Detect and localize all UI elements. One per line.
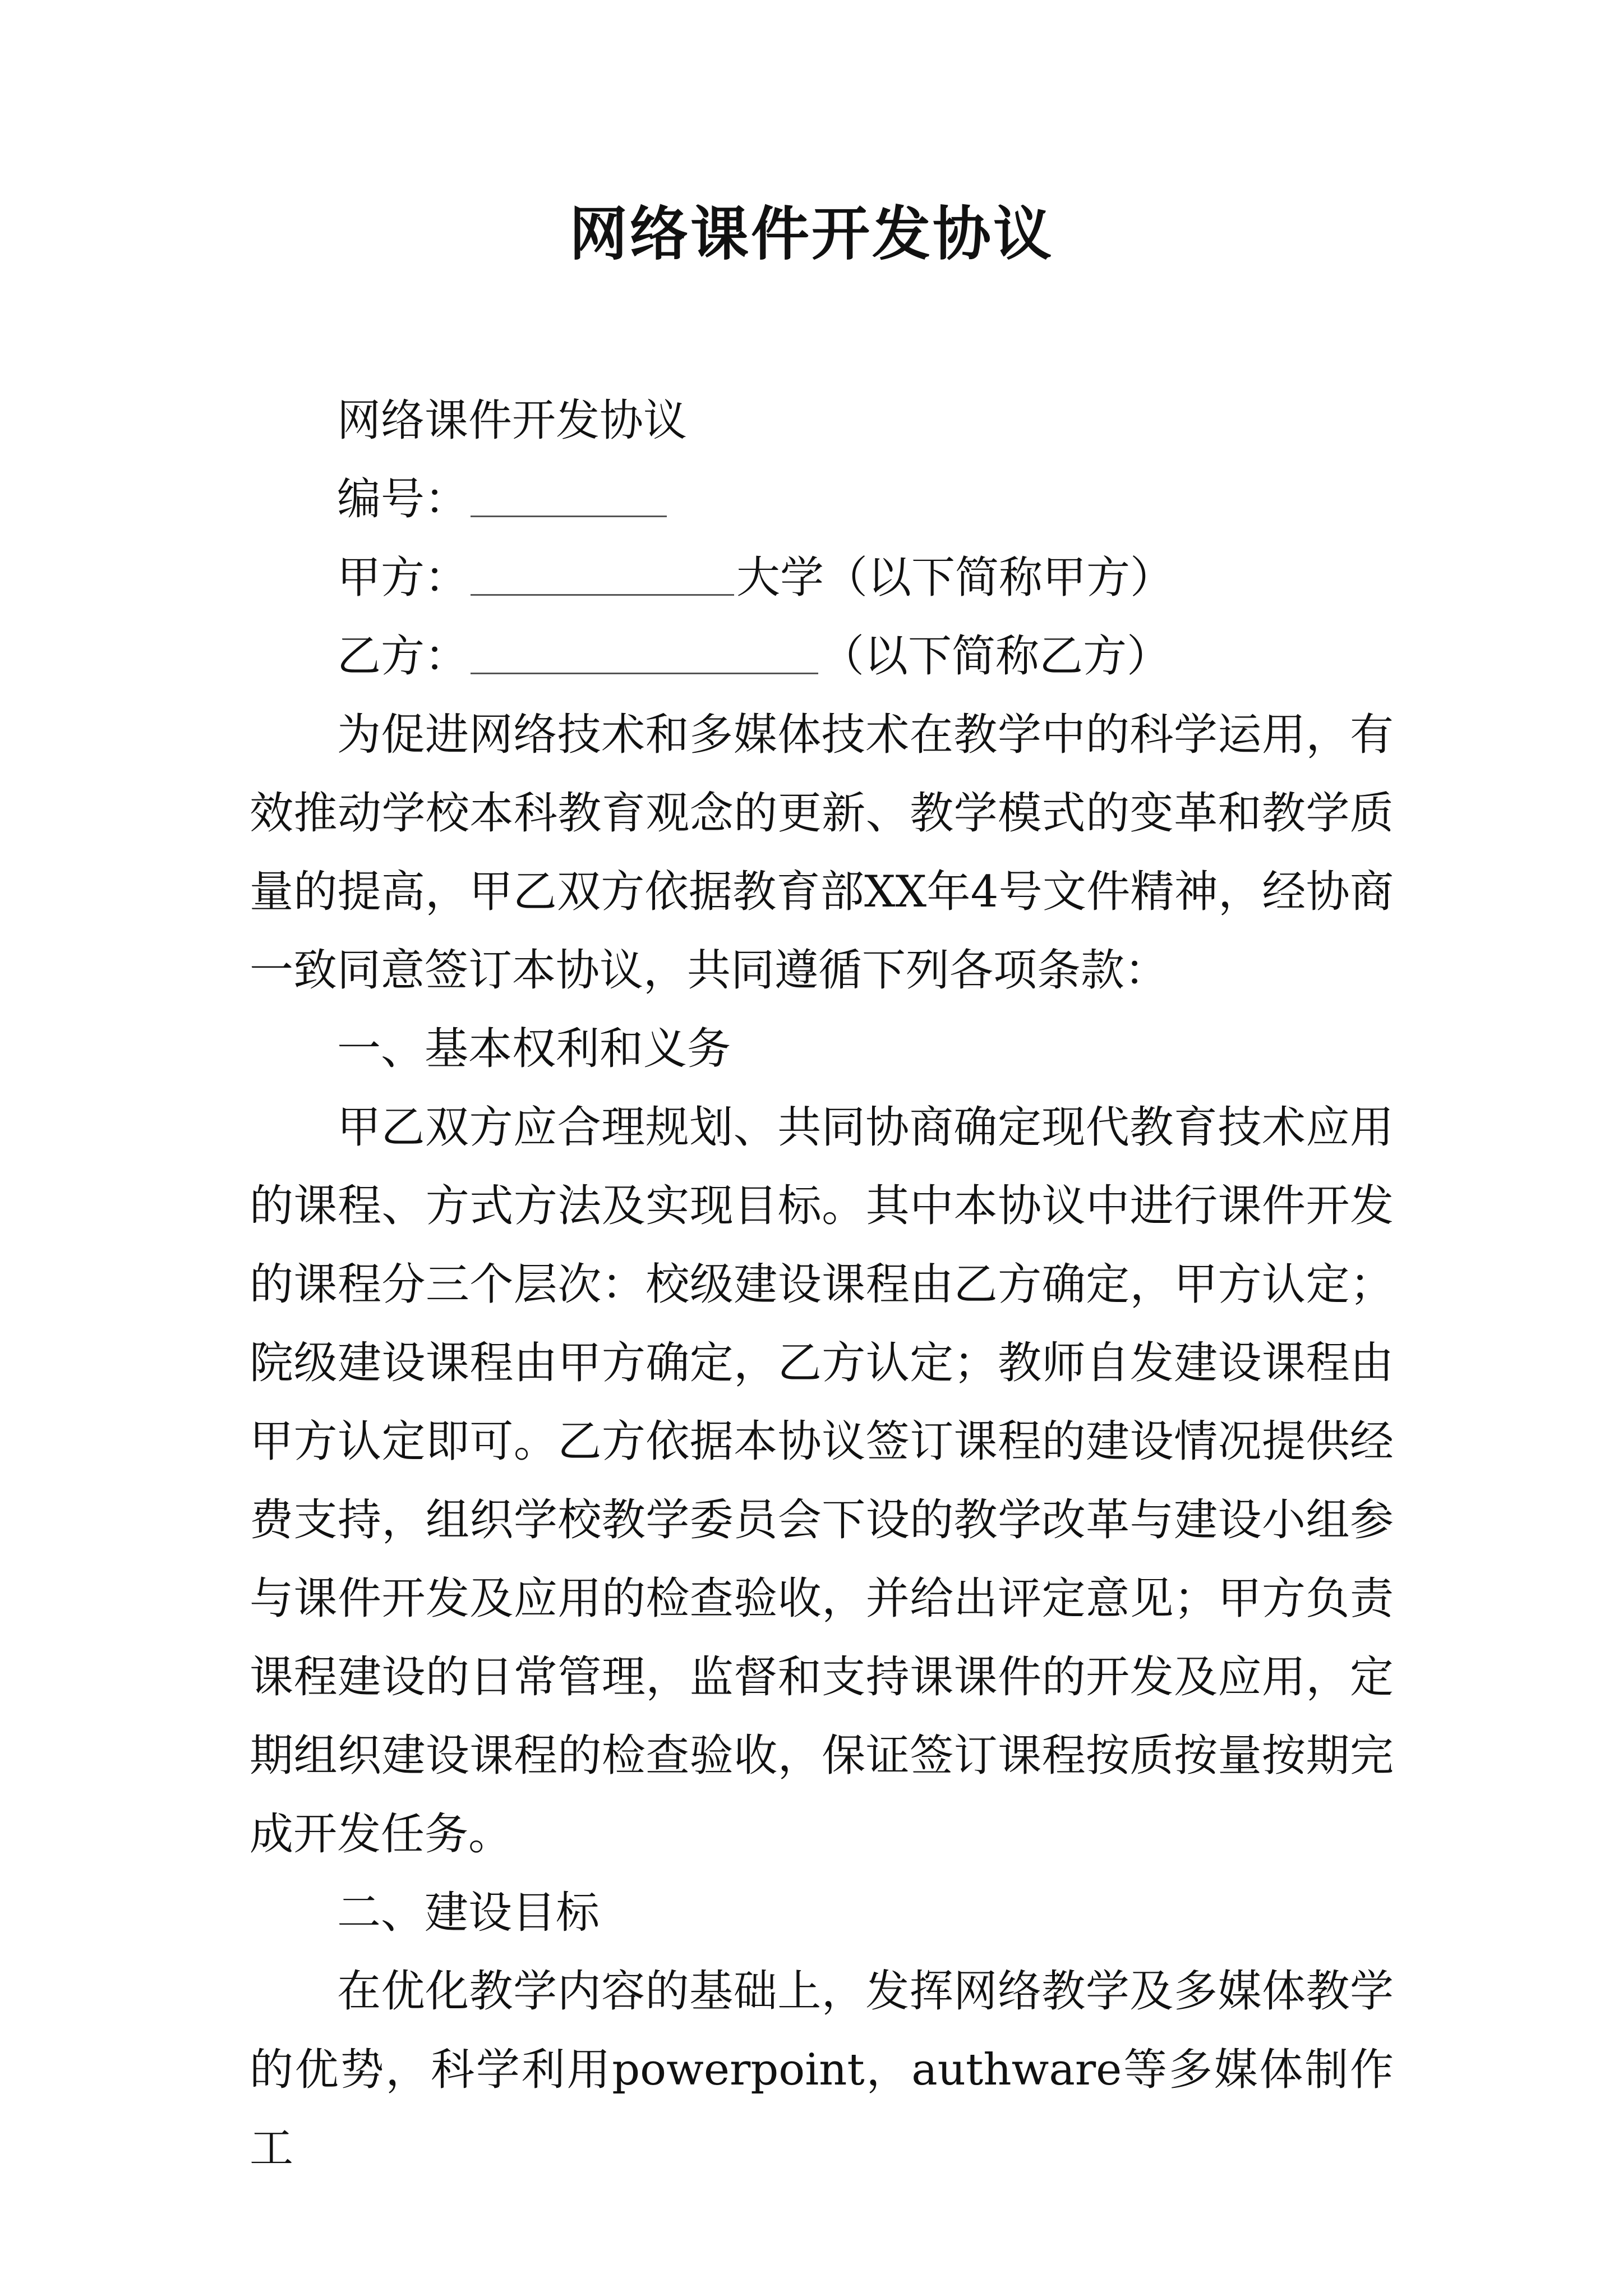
section2-heading: 二、建设目标: [337, 1888, 600, 1938]
party-a-label: 甲方：: [337, 553, 469, 603]
party-b-blank: [471, 633, 818, 674]
document-title: 网络课件开发协议: [569, 200, 1054, 268]
document-body: [250, 381, 1394, 2188]
party-b-line: [250, 617, 1394, 696]
document-subtitle: 网络课件开发协议: [337, 395, 688, 446]
section1-heading: 一、基本权利和义务: [337, 1024, 731, 1074]
party-a-line: [250, 539, 1394, 617]
party-a-blank: [471, 555, 734, 596]
party-a-suffix: 大学（以下简称甲方）: [736, 553, 1174, 603]
section2-paragraph: 在优化教学内容的基础上，发挥网络教学及多媒体教学的优势，科学利用powerpoint，authware等多媒体制作工: [250, 1966, 1394, 2174]
intro-paragraph: 为促进网络技术和多媒体技术在教学中的科学运用，有效推动学校本科教育观念的更新、教学模式的变革和教学质量的提高，甲乙双方依据教育部XX年4号文件精神，经协商一致同意签订本协议，共同遵循下列各项条款：: [250, 710, 1394, 996]
number-line: [250, 460, 1394, 539]
section1-paragraph: 甲乙双方应合理规划、共同协商确定现代教育技术应用的课程、方式方法及实现目标。其中本协议中进行课件开发的课程分三个层次：校级建设课程由乙方确定，甲方认定；院级建设课程由甲方确定，乙方认定；教师自发建设课程由甲方认定即可。乙方依据本协议签订课程的建设情况提供经费支持，组织学校教学委员会下设的教学改革与建设小组参与课件开发及应用的检查验收，并给出评定意见；甲方负责课程建设的日常管理，监督和支持课课件的开发及应用，定期组织建设课程的检查验收，保证签订课程按质按量按期完成开发任务。: [250, 1102, 1394, 1860]
party-b-label: 乙方：: [337, 631, 469, 682]
party-b-suffix: （以下简称乙方）: [820, 631, 1171, 682]
number-blank: [471, 476, 667, 517]
number-label: 编号：: [337, 474, 469, 524]
